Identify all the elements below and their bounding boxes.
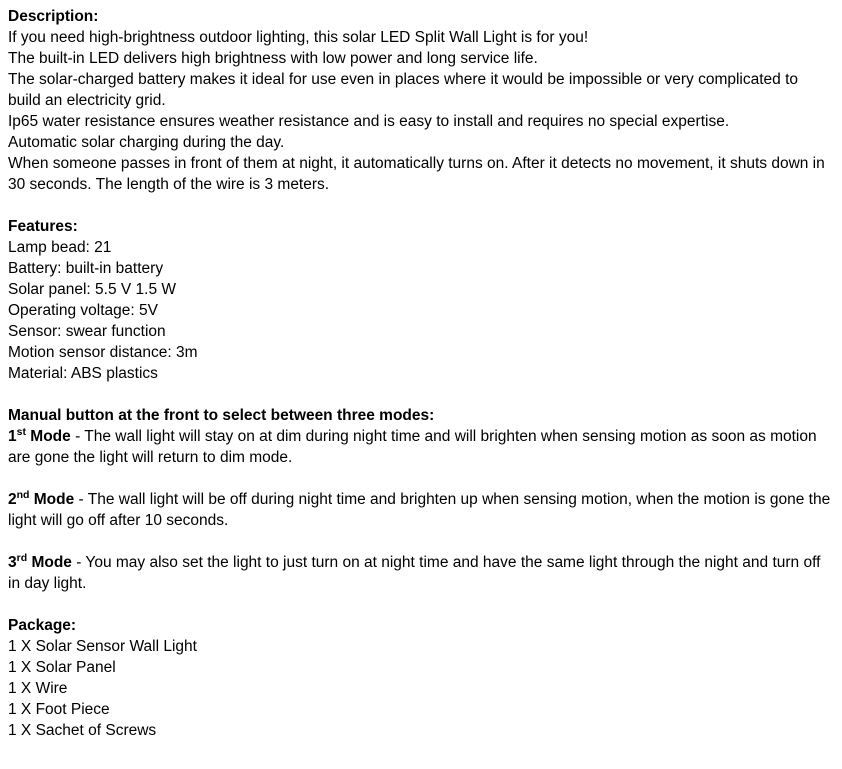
mode-dash-3: -	[76, 554, 82, 571]
mode-dash-1: -	[75, 428, 81, 445]
package-item-5: 1 X Sachet of Screws	[8, 722, 157, 739]
mode-paragraph-1	[8, 426, 832, 468]
mode-dash-2: -	[78, 491, 84, 508]
description-line-5: Automatic solar charging during the day.	[8, 134, 285, 151]
package-item-4: 1 X Foot Piece	[8, 701, 110, 718]
section-gap-1	[8, 195, 832, 216]
description-line-2: The built-in LED delivers high brightness with low power and long service life.	[8, 50, 538, 67]
features-item-4: Operating voltage: 5V	[8, 302, 158, 319]
mode-text-1: The wall light will stay on at dim during night time and will brighten when sensing motion as soon as motion are gone the light will return to dim mode.	[8, 428, 817, 466]
mode-paragraph-3	[8, 552, 832, 594]
mode-number-1: 1	[8, 428, 17, 445]
mode-number-2: 2	[8, 491, 17, 508]
description-line-1: If you need high-brightness outdoor lighting, this solar LED Split Wall Light is for you!	[8, 29, 589, 46]
mode-number-3: 3	[8, 554, 17, 571]
features-section	[8, 216, 832, 384]
mode-ordinal-3: rd	[16, 551, 28, 564]
mode-label-1: Mode	[30, 428, 71, 445]
description-line-6: When someone passes in front of them at night, it automatically turns on. After it detects no movement, it shuts down in 30 seconds. The length of the wire is 3 meters.	[8, 155, 825, 193]
mode-label-3: Mode	[31, 554, 72, 571]
description-line-3: The solar-charged battery makes it ideal for use even in places where it would be impossible or very complicated to build an electricity grid.	[8, 71, 799, 109]
mode-text-2: The wall light will be off during night time and brighten up when sensing motion, when the motion is gone the light will go off after 10 seconds.	[8, 491, 831, 529]
description-heading: Description:	[8, 8, 99, 25]
section-gap-3	[8, 594, 832, 615]
package-heading: Package:	[8, 617, 77, 634]
description-section	[8, 6, 832, 195]
package-item-1: 1 X Solar Sensor Wall Light	[8, 638, 197, 655]
features-item-1: Lamp bead: 21	[8, 239, 112, 256]
mode-gap-1	[8, 468, 832, 489]
features-item-3: Solar panel: 5.5 V 1.5 W	[8, 281, 177, 298]
mode-ordinal-2: nd	[16, 488, 30, 501]
mode-ordinal-1: st	[16, 425, 26, 438]
mode-paragraph-2	[8, 489, 832, 531]
features-heading: Features:	[8, 218, 78, 235]
features-item-2: Battery: built-in battery	[8, 260, 164, 277]
features-item-5: Sensor: swear function	[8, 323, 166, 340]
mode-text-3: You may also set the light to just turn on at night time and have the same light through the night and turn off in day light.	[8, 554, 821, 592]
modes-section	[8, 405, 832, 594]
package-section	[8, 615, 832, 741]
mode-gap-2	[8, 531, 832, 552]
features-item-6: Motion sensor distance: 3m	[8, 344, 198, 361]
section-gap-2	[8, 384, 832, 405]
package-item-2: 1 X Solar Panel	[8, 659, 116, 676]
package-item-3: 1 X Wire	[8, 680, 68, 697]
modes-heading: Manual button at the front to select between three modes:	[8, 407, 435, 424]
mode-label-2: Mode	[33, 491, 75, 508]
features-item-7: Material: ABS plastics	[8, 365, 158, 382]
description-line-4: Ip65 water resistance ensures weather resistance and is easy to install and requires no special expertise.	[8, 113, 730, 130]
